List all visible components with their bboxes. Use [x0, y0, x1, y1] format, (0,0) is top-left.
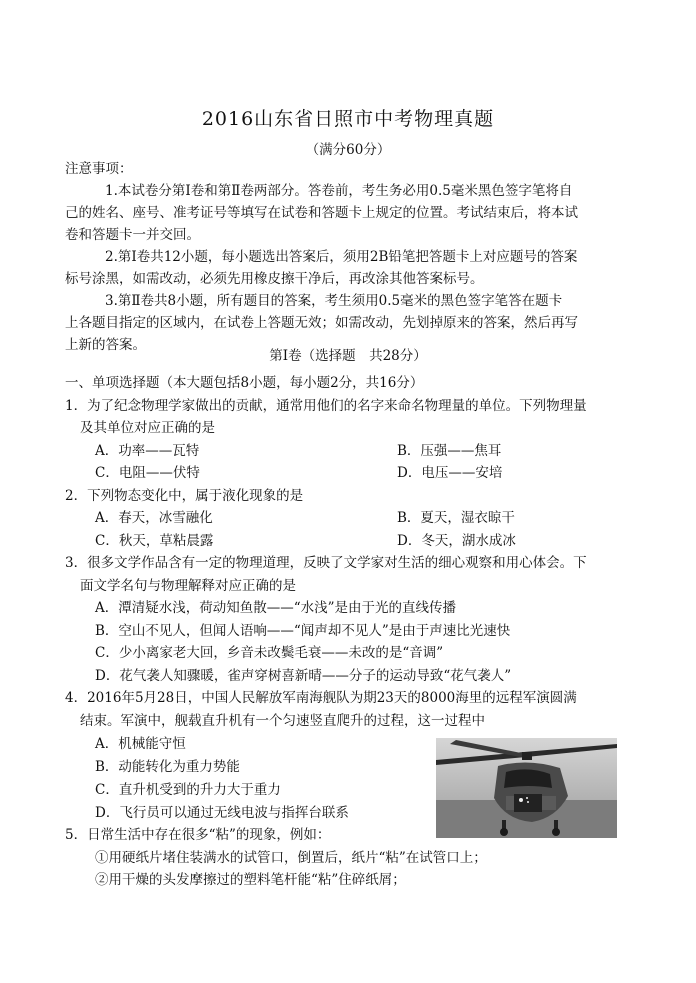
page-title: 2016山东省日照市中考物理真题	[201, 108, 495, 130]
q1-stem: 1．为了纪念物理学家做出的贡献，通常用他们的名字来命名物理量的单位。下列物理量	[65, 398, 587, 414]
q3-stem: 面文学名句与物理解释对应正确的是	[80, 578, 296, 594]
q3-option-c: C．少小离家老大回，乡音未改鬓毛衰——未改的是“音调”	[95, 645, 444, 661]
q2-stem: 2．下列物态变化中，属于液化现象的是	[65, 488, 304, 504]
q1-option-c: C．电阻——伏特	[95, 465, 200, 481]
notice-line: 上各题目指定的区域内，在试卷上答题无效；如需改动，先划掉原来的答案，然后再写	[65, 315, 578, 331]
q5-stem: 5．日常生活中存在很多“粘”的现象，例如：	[65, 827, 331, 843]
q1-option-a: A．功率——瓦特	[95, 443, 200, 459]
section-heading: 第Ⅰ卷（选择题 共28分）	[269, 348, 427, 364]
q4-stem: 4．2016年5月28日，中国人民解放军南海舰队为期23天的8000海里的远程军演圆满	[65, 690, 577, 706]
notice-line: 卷和答题卡一并交回。	[65, 227, 200, 243]
notice-line: 1.本试卷分第Ⅰ卷和第Ⅱ卷两部分。答卷前，考生务必用0.5毫米黑色签字笔将自	[105, 183, 573, 199]
q3-option-a: A．潭清疑水浅，荷动知鱼散——“水浅”是由于光的直线传播	[95, 600, 457, 616]
q4-stem: 结束。军演中，舰载直升机有一个匀速竖直爬升的过程，这一过程中	[80, 713, 485, 729]
q4-option-a: A．机械能守恒	[95, 736, 186, 752]
notice-line: 上新的答案。	[65, 337, 146, 353]
q2-option-b: B．夏天，湿衣晾干	[397, 510, 515, 526]
q2-option-c: C．秋天，草粘晨露	[95, 533, 214, 549]
q3-option-b: B．空山不见人，但闻人语响——“闻声却不见人”是由于声速比光速快	[95, 623, 511, 639]
part-heading: 一、单项选择题（本大题包括8小题，每小题2分，共16分）	[65, 375, 424, 391]
q5-item-2: ②用干燥的头发摩擦过的塑料笔杆能“粘”住碎纸屑；	[95, 872, 406, 888]
q3-stem: 3．很多文学作品含有一定的物理道理，反映了文学家对生活的细心观察和用心体会。下	[65, 555, 587, 571]
full-score-note: （满分60分）	[305, 142, 391, 158]
q1-option-d: D．电压——安培	[397, 465, 503, 481]
helicopter-illustration	[436, 738, 617, 838]
q4-option-c: C．直升机受到的升力大于重力	[95, 782, 281, 798]
q4-option-d: D．飞行员可以通过无线电波与指挥台联系	[95, 805, 349, 821]
helicopter-photo	[436, 738, 617, 838]
notice-line: 2.第Ⅰ卷共12小题，每小题选出答案后，须用2B铅笔把答题卡上对应题号的答案	[105, 249, 578, 265]
notice-line: 标号涂黑，如需改动，必须先用橡皮擦干净后，再改涂其他答案标号。	[65, 271, 484, 287]
notice-heading: 注意事项：	[65, 161, 133, 177]
q1-stem: 及其单位对应正确的是	[80, 420, 215, 436]
q2-option-a: A．春天，冰雪融化	[95, 510, 213, 526]
notice-line: 己的姓名、座号、准考证号等填写在试卷和答题卡上规定的位置。考试结束后，将本试	[65, 205, 578, 221]
q1-option-b: B．压强——焦耳	[397, 443, 502, 459]
q5-item-1: ①用硬纸片堵住装满水的试管口，倒置后，纸片“粘”在试管口上；	[95, 850, 487, 866]
q3-option-d: D．花气袭人知骤暖，雀声穿树喜新晴——分子的运动导致“花气袭人”	[95, 668, 512, 684]
notice-line: 3.第Ⅱ卷共8小题，所有题目的答案，考生须用0.5毫米的黑色签字笔答在题卡	[105, 293, 563, 309]
q4-option-b: B．动能转化为重力势能	[95, 759, 240, 775]
q2-option-d: D．冬天，湖水成冰	[397, 533, 516, 549]
